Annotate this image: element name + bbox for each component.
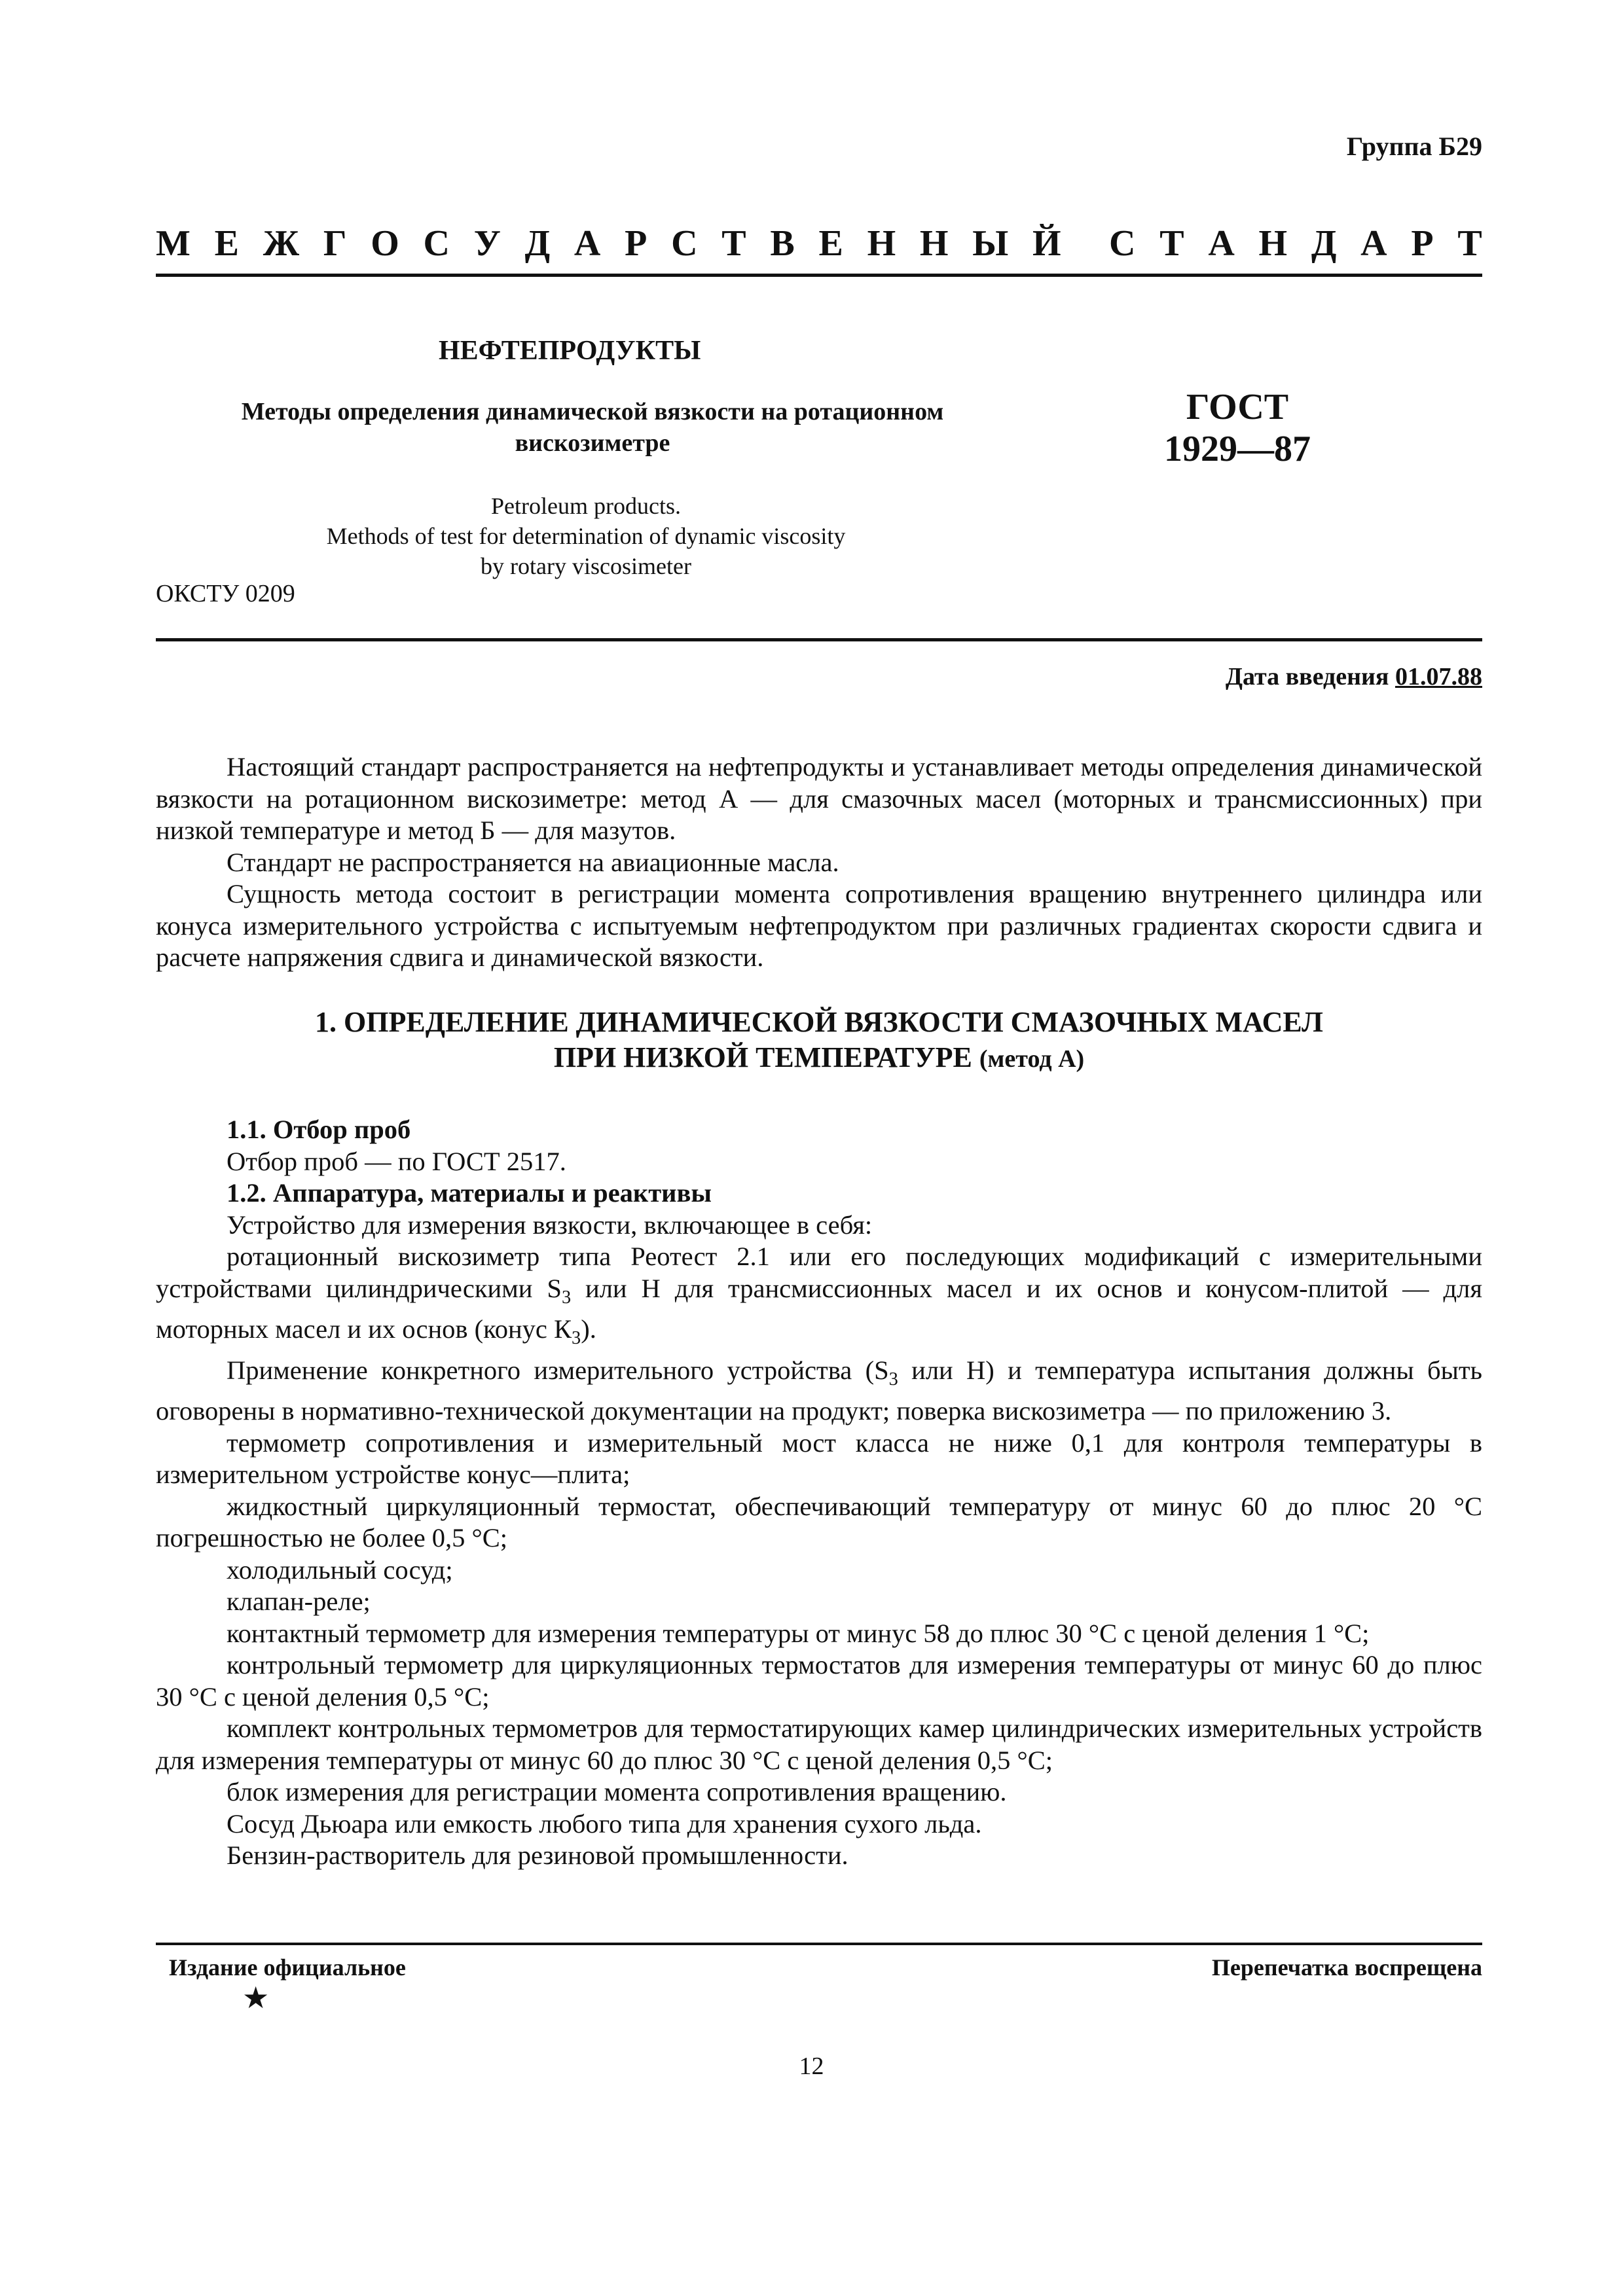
standard-title-letter: В bbox=[770, 223, 795, 264]
standard-title-letter: Ы bbox=[972, 223, 1009, 264]
header-divider bbox=[156, 274, 1482, 277]
subsection-title: 1.1. Отбор проб bbox=[227, 1115, 411, 1144]
standard-title-letter: Т bbox=[1457, 223, 1482, 264]
intro-text bbox=[156, 751, 1482, 974]
standard-title-letter: С bbox=[1109, 223, 1136, 264]
text-run: ). bbox=[581, 1314, 596, 1344]
text-run: ротационный вискозиметр типа Реотест 2.1 или его последующих модификаций с измерительными устройствами цилиндрическими S bbox=[156, 1242, 1482, 1303]
subsection-title: 1.2. Аппаратура, материалы и реактивы bbox=[227, 1178, 712, 1208]
group-label: Группа Б29 bbox=[1346, 132, 1482, 161]
methods-title-line: вискозиметре bbox=[515, 429, 670, 457]
intro-paragraph: Сущность метода состоит в регистрации момента сопротивления вращению внутреннего цилиндра или конуса измерительного устройства с испытуемым нефтепродуктом при различных градиентах скорости сдвига и расчете напряжения сдвига и динамической вязкости. bbox=[156, 879, 1482, 972]
list-item: Бензин-растворитель для резиновой промышленности. bbox=[227, 1840, 848, 1871]
list-item: клапан-реле; bbox=[227, 1587, 371, 1617]
paragraph bbox=[156, 1241, 1482, 1355]
section-heading bbox=[156, 1005, 1482, 1077]
standard-title-letter: Е bbox=[214, 223, 239, 264]
standard-title-letter: Т bbox=[1159, 223, 1184, 264]
section-heading-method: (метод А) bbox=[979, 1045, 1085, 1073]
subscript: 3 bbox=[572, 1328, 581, 1349]
standard-title-letter: Р bbox=[1411, 223, 1434, 264]
standard-title-letter: С bbox=[423, 223, 450, 264]
intro-paragraph: Настоящий стандарт распространяется на нефтепродукты и устанавливает методы определения динамической вязкости на ротационном вискозиметре: метод А — для смазочных масел (моторных и трансмиссионных) при низкой температуре и метод Б — для мазутов. bbox=[156, 752, 1482, 845]
paragraph bbox=[156, 1355, 1482, 1427]
section-heading-line: 1. ОПРЕДЕЛЕНИЕ ДИНАМИЧЕСКОЙ ВЯЗКОСТИ СМАЗОЧНЫХ МАСЕЛ bbox=[315, 1006, 1323, 1038]
list-item: холодильный сосуд; bbox=[227, 1554, 453, 1585]
section-heading-line: ПРИ НИЗКОЙ ТЕМПЕРАТУРЕ bbox=[553, 1041, 972, 1073]
title-divider bbox=[156, 638, 1482, 641]
paragraph: Устройство для измерения вязкости, включающее в себя: bbox=[227, 1210, 873, 1240]
standard-title-letter: Й bbox=[1032, 223, 1061, 264]
standard-title-letter: Д bbox=[1311, 223, 1337, 264]
list-item: блок измерения для регистрации момента сопротивления вращению. bbox=[227, 1777, 1007, 1807]
standard-title bbox=[156, 223, 1482, 264]
standard-title-letter: А bbox=[1208, 223, 1235, 264]
product-title: НЕФТЕПРОДУКТЫ bbox=[439, 336, 701, 366]
standard-title-letter: Н bbox=[919, 223, 949, 264]
list-item: контрольный термометр для циркуляционных термостатов для измерения температуры от минус 60 до плюс 30 °С с ценой деления 0,5 °С; bbox=[156, 1650, 1482, 1712]
standard-title-letter: С bbox=[671, 223, 698, 264]
standard-title-letter: М bbox=[156, 223, 191, 264]
star-icon: ★ bbox=[242, 1981, 270, 2015]
standard-title-letter: Ж bbox=[263, 223, 300, 264]
standard-title-letter: Д bbox=[524, 223, 551, 264]
intro-paragraph: Стандарт не распространяется на авиационные масла. bbox=[227, 847, 839, 877]
footer-divider bbox=[156, 1943, 1482, 1945]
standard-title-letter: О bbox=[371, 223, 399, 264]
text-run: или Н для трансмиссионных масел и их основ и конусом-плитой — для моторных масел и их основ (конус К bbox=[156, 1273, 1482, 1344]
standard-title-letter: Г bbox=[323, 223, 347, 264]
list-item: Сосуд Дьюара или емкость любого типа для хранения сухого льда. bbox=[227, 1808, 982, 1839]
standard-title-letter: Н bbox=[867, 223, 896, 264]
subscript: 3 bbox=[561, 1287, 572, 1308]
list-item: термометр сопротивления и измерительный мост класса не ниже 0,1 для контроля температуры в измерительном устройстве конус—плита; bbox=[156, 1427, 1482, 1490]
section-body bbox=[156, 1114, 1482, 1872]
english-title-line: Petroleum products. bbox=[491, 493, 681, 519]
introduction-date bbox=[1226, 662, 1482, 691]
standard-title-letter: Н bbox=[1258, 223, 1288, 264]
oksty-code: ОКСТУ 0209 bbox=[156, 580, 295, 607]
list-item: контактный термометр для измерения температуры от минус 58 до плюс 30 °С с ценой деления 1 °С; bbox=[227, 1618, 1370, 1648]
english-title bbox=[242, 491, 930, 581]
standard-title-letter: Е bbox=[818, 223, 843, 264]
gost-label: ГОСТ bbox=[1186, 387, 1289, 427]
official-edition-label: Издание официальное bbox=[169, 1954, 406, 1981]
standard-title-letter: Т bbox=[721, 223, 746, 264]
standard-title-letter: У bbox=[473, 223, 501, 264]
list-item: комплект контрольных термометров для термостатирующих камер цилиндрических измерительных устройств для измерения температуры от минус 60 до плюс 30 °С с ценой деления 0,5 °С; bbox=[156, 1713, 1482, 1775]
standard-title-letter: А bbox=[1360, 223, 1387, 264]
introduction-date-value: 01.07.88 bbox=[1395, 663, 1482, 691]
list-item: жидкостный циркуляционный термостат, обеспечивающий температуру от минус 60 до плюс 20 °С погрешностью не более 0,5 °С; bbox=[156, 1491, 1482, 1553]
text-run: или Н) и температура испытания должны быть оговорены в нормативно-технической документации на продукт; поверка вискозиметра — по приложению 3. bbox=[156, 1355, 1482, 1426]
reprint-prohibited-label: Перепечатка воспрещена bbox=[1211, 1954, 1482, 1981]
methods-title bbox=[177, 396, 1008, 459]
gost-number: 1929—87 bbox=[1164, 429, 1311, 469]
standard-title-letter: А bbox=[574, 223, 601, 264]
methods-title-line: Методы определения динамической вязкости на ротационном bbox=[241, 398, 944, 425]
page-number: 12 bbox=[799, 2053, 824, 2080]
subscript: 3 bbox=[888, 1369, 898, 1390]
introduction-date-label: Дата введения bbox=[1225, 663, 1395, 691]
english-title-line: Methods of test for determination of dynamic viscosity bbox=[326, 523, 846, 549]
gost-designation bbox=[1139, 386, 1336, 470]
text-run: Применение конкретного измерительного устройства (S bbox=[227, 1355, 889, 1385]
english-title-line: by rotary viscosimeter bbox=[481, 553, 691, 579]
standard-title-letter: Р bbox=[625, 223, 647, 264]
paragraph: Отбор проб — по ГОСТ 2517. bbox=[227, 1146, 566, 1176]
